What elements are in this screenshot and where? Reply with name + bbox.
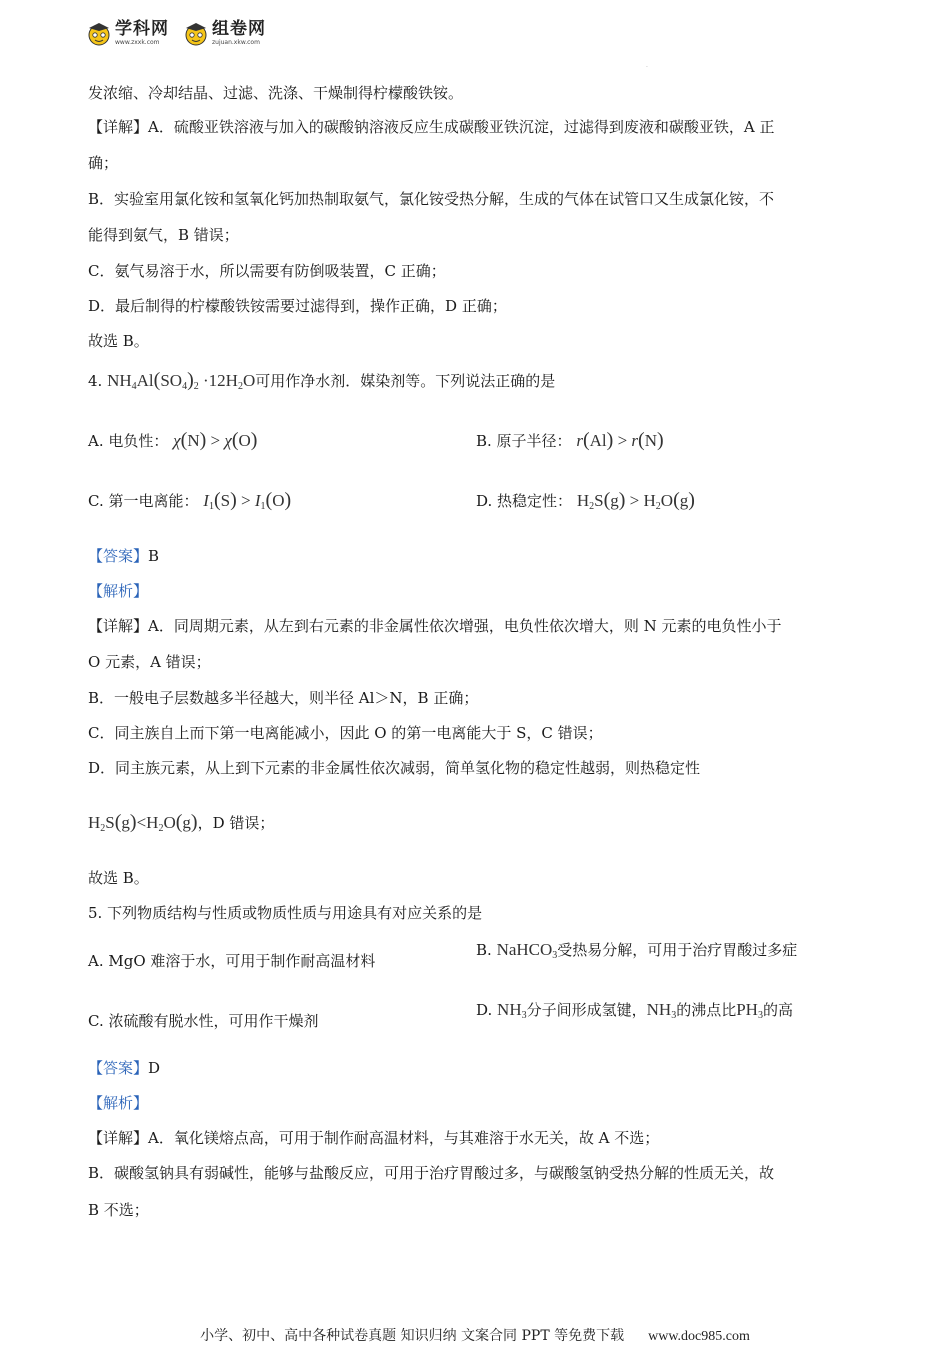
formula-ionization: $I_1(S) > I_1(O)$ <box>203 489 292 512</box>
detail-tag: 【详解】 <box>88 118 149 136</box>
text-line: 能得到氨气，B 错误； <box>88 226 239 244</box>
detail-line <box>88 1128 659 1148</box>
formula-nh3: $NH_3$ <box>646 1000 677 1021</box>
option-label: D. 热稳定性： <box>476 492 573 510</box>
header-logos <box>86 16 280 50</box>
formula-radius: r(Al) > r(N) <box>576 429 664 451</box>
option-d[interactable] <box>476 490 695 517</box>
logo-zxxk[interactable] <box>86 20 169 46</box>
option-label: C. 第一电离能： <box>88 492 199 510</box>
text-line: 故选 B。 <box>88 869 149 887</box>
option-a[interactable]: A. MgO 难溶于水，可用于制作耐高温材料 <box>88 952 376 970</box>
option-text: 分子间形成氢键， <box>526 1001 647 1019</box>
logo1-text: 学科网 <box>115 18 169 39</box>
text-line: B．碳酸氢钠具有弱碱性，能够与盐酸反应，可用于治疗胃酸过多，与碳酸氢钠受热分解的性质无关，故 <box>88 1164 775 1182</box>
formula-ph3: $PH_3$ <box>736 1000 763 1021</box>
option-d[interactable] <box>476 1000 793 1026</box>
footer <box>0 1325 950 1345</box>
formula-stability-compare: $H_2S(g)<H_2O(g)$ <box>88 811 198 834</box>
text-line: B．一般电子层数越多半径越大，则半径 Al＞N，B 正确； <box>88 689 479 707</box>
formula-electronegativity: χ(N) > χ(O) <box>173 429 258 451</box>
option-c[interactable] <box>88 490 291 517</box>
text-line: A．硫酸亚铁溶液与加入的碳酸钠溶液反应生成碳酸亚铁沉淀，过滤得到废液和碳酸亚铁，A 正 <box>148 118 775 136</box>
question-5-stem: 5. 下列物质结构与性质或物质性质与用途具有对应关系的是 <box>88 904 483 922</box>
detail-line <box>88 117 774 137</box>
text-line: D．同主族元素，从上到下元素的非金属性依次减弱，简单氢化物的稳定性越弱，则热稳定性 <box>88 759 701 777</box>
text-line: B 不选； <box>88 1201 149 1219</box>
option-b[interactable] <box>476 940 797 966</box>
text-line: B．实验室用氯化铵和氢氧化钙加热制取氨气，氯化铵受热分解，生成的气体在试管口又生成氯化铵，不 <box>88 190 775 208</box>
text-line: D．最后制得的柠檬酸铁铵需要过滤得到，操作正确，D 正确； <box>88 297 507 315</box>
answer-line <box>88 546 159 566</box>
logo1-url: www.zxxk.com <box>115 38 160 46</box>
option-text: 受热易分解，可用于治疗胃酸过多症 <box>557 941 798 959</box>
option-b[interactable] <box>476 430 664 451</box>
formula-nh3: $NH_3$ <box>497 1000 527 1021</box>
text-line: C．同主族自上而下第一电离能减小，因此 O 的第一电离能大于 S，C 错误； <box>88 724 603 742</box>
answer-value: B <box>148 547 160 565</box>
option-text: 的高 <box>762 1001 793 1019</box>
question-4-stem <box>88 370 555 397</box>
option-label: A. 电负性： <box>88 432 169 450</box>
text-line: C．氨气易溶于水，所以需要有防倒吸装置，C 正确； <box>88 262 446 280</box>
dot-mark: . <box>646 62 648 69</box>
option-c[interactable]: C. 浓硫酸有脱水性，可用作干燥剂 <box>88 1012 319 1030</box>
answer-tag: 【答案】 <box>88 547 149 565</box>
logo2-url: zujuan.xkw.com <box>212 38 260 46</box>
cartoon-face-icon <box>86 20 112 46</box>
question-stem-text: 可用作净水剂．媒染剂等。下列说法正确的是 <box>255 372 556 390</box>
detail-tag: 【详解】 <box>88 617 149 635</box>
logo-zujuan[interactable] <box>183 20 266 46</box>
option-label: B. 原子半径： <box>476 432 572 450</box>
question-number: 4. <box>88 372 103 390</box>
formula-alum: $NH_4Al(SO_4)_2 \cdot 12H_2O$ <box>107 369 256 392</box>
analysis-tag: 【解析】 <box>88 1094 149 1112</box>
analysis-tag: 【解析】 <box>88 582 149 600</box>
answer-line <box>88 1058 160 1078</box>
detail-line <box>88 616 782 636</box>
text-line: A．氧化镁熔点高，可用于制作耐高温材料，与其难溶于水无关，故 A 不选； <box>148 1129 660 1147</box>
text-line: O 元素，A 错误； <box>88 653 211 671</box>
text-line: ，D 错误； <box>197 814 275 832</box>
answer-value: D <box>148 1059 161 1077</box>
option-label: D. <box>476 1001 493 1019</box>
formula-stability: $H_2S(g) > H_2O(g)$ <box>576 489 695 512</box>
option-label: B. <box>476 941 492 959</box>
text-line: A．同周期元素，从左到右元素的非金属性依次增强，电负性依次增大，则 N 元素的电负性小于 <box>148 617 782 635</box>
answer-tag: 【答案】 <box>88 1059 149 1077</box>
text-line: 故选 B。 <box>88 332 149 350</box>
formula-line <box>88 812 274 839</box>
detail-tag: 【详解】 <box>88 1129 149 1147</box>
text-line: 确； <box>88 154 119 172</box>
logo2-text: 组卷网 <box>212 18 266 39</box>
option-a[interactable] <box>88 430 257 451</box>
cartoon-face-icon <box>183 20 209 46</box>
option-text: 的沸点比 <box>676 1001 737 1019</box>
text-line: 发浓缩、冷却结晶、过滤、洗涤、干燥制得柠檬酸铁铵。 <box>88 84 464 102</box>
footer-url[interactable]: www.doc985.com <box>648 1329 750 1344</box>
formula-nahco3: NaHCO$_3$ <box>496 940 558 961</box>
footer-text: 小学、初中、高中各种试卷真题 知识归纳 文案合同 PPT 等免费下载 <box>200 1328 625 1344</box>
